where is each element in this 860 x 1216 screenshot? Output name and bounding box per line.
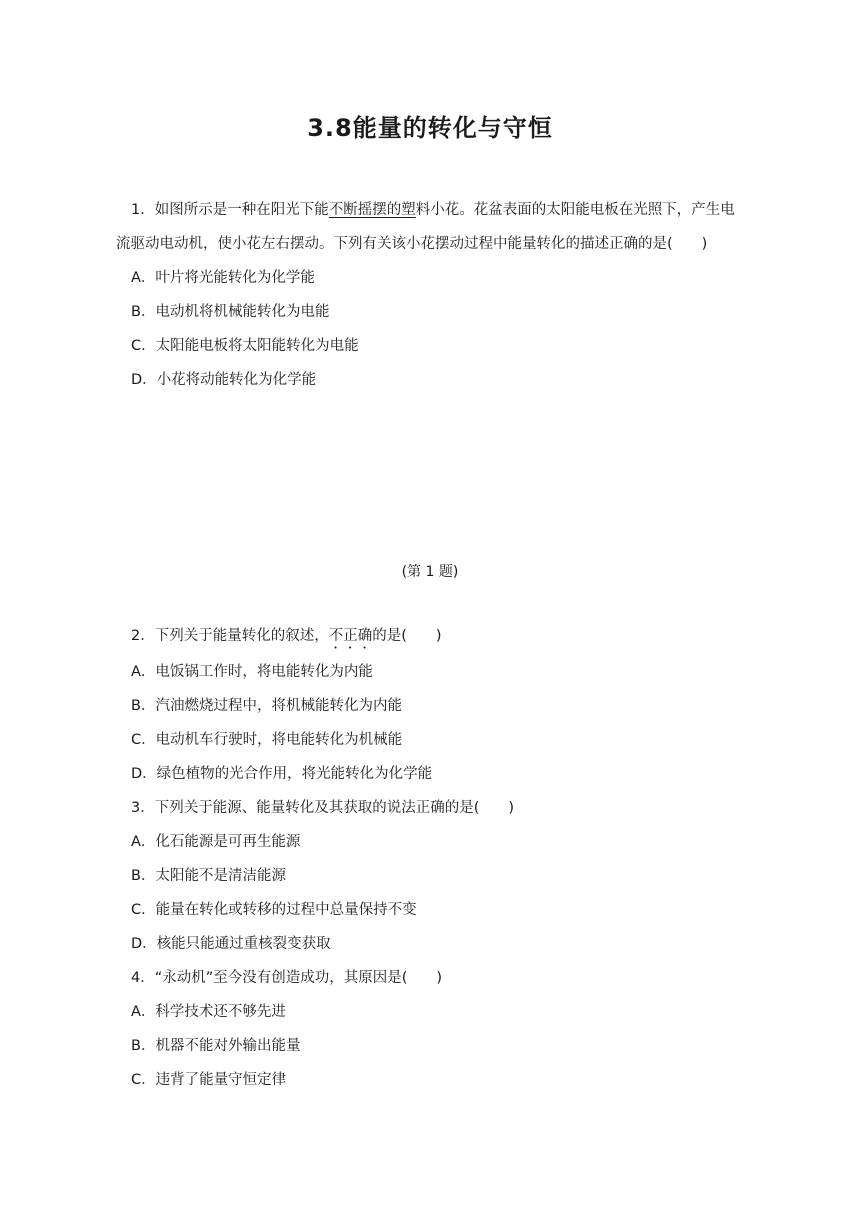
page-title: 3.8能量的转化与守恒: [307, 114, 553, 142]
question-3-option-d: D．核能只能通过重核裂变获取: [131, 936, 331, 952]
question-1-stem-text-cont: 料小花。花盆表面的太阳能电板在光照下，产生电: [415, 202, 735, 218]
question-3-option-c: C．能量在转化或转移的过程中总量保持不变: [131, 902, 417, 918]
question-3-option-a: A．化石能源是可再生能源: [131, 834, 301, 850]
question-1-option-c: C．太阳能电板将太阳能转化为电能: [131, 338, 359, 354]
question-4-option-a: A．科学技术还不够先进: [131, 1004, 286, 1020]
question-1-option-a: A．叶片将光能转化为化学能: [131, 270, 315, 286]
question-1-stem-line-1: [131, 200, 735, 220]
figure-caption: (第 1 题): [401, 564, 459, 580]
question-1-underlined-text: 不断摇摆的塑: [328, 202, 416, 218]
question-2-stem-text: 2．下列关于能量转化的叙述，: [131, 628, 329, 644]
question-2-stem-text-cont: 的是( ): [372, 628, 442, 644]
question-2-option-c: C．电动机车行驶时，将电能转化为机械能: [131, 732, 403, 748]
question-2-stem: [131, 626, 442, 652]
question-1-stem-line-2: 流驱动电动机，使小花左右摆动。下列有关该小花摆动过程中能量转化的描述正确的是( ): [116, 236, 708, 252]
question-3-stem: 3．下列关于能源、能量转化及其获取的说法正确的是( ): [131, 800, 515, 816]
question-4-option-b: B．机器不能对外输出能量: [131, 1038, 301, 1054]
question-2-option-a: A．电饭锅工作时，将电能转化为内能: [131, 664, 373, 680]
question-3-option-b: B．太阳能不是清洁能源: [131, 868, 286, 884]
question-1-option-d: D．小花将动能转化为化学能: [131, 372, 317, 388]
question-2-option-d: D．绿色植物的光合作用，将光能转化为化学能: [131, 766, 433, 782]
question-1-option-b: B．电动机将机械能转化为电能: [131, 304, 330, 320]
question-2-emphasis-text: 不正确: [328, 628, 373, 644]
question-4-option-c: C．违背了能量守恒定律: [131, 1072, 287, 1088]
question-1-stem-text: 1．如图所示是一种在阳光下能: [131, 202, 329, 218]
question-2-option-b: B．汽油燃烧过程中，将机械能转化为内能: [131, 698, 402, 714]
question-4-stem: 4．“永动机”至今没有创造成功，其原因是( ): [131, 970, 443, 986]
